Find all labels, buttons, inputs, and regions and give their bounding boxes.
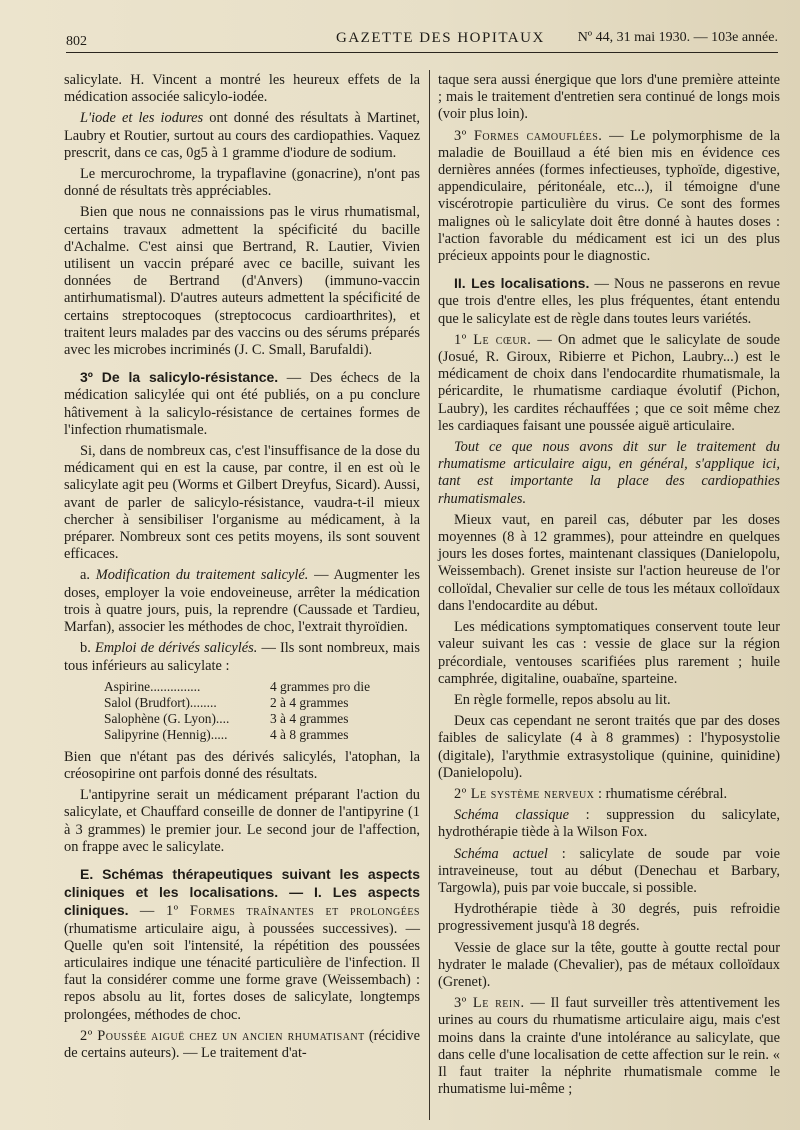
paragraph-text: — Nous ne passerons en revue que trois d'entre elles, les plus fréquentes, étant entendu que le salicylate est de règle dans toutes leurs variétés.: [438, 276, 780, 327]
table-row: [104, 727, 376, 743]
paragraph: Bien que n'étant pas des dérivés salicylés, l'atophan, la créosopirine ont parfois donné des résultats.: [64, 748, 420, 782]
section-heading: II. Les localisations.: [454, 275, 590, 292]
drug-name: Aspirine...............: [104, 678, 201, 694]
paragraph: Mieux vaut, en pareil cas, débuter par les doses moyennes (8 à 12 grammes), pour atteindre en quelques jours les doses fortes, maintenant classiques (Danielopolu, Weissembach). Grenet insiste sur l'action heureuse de l'or colloïdal, Chevalier sur celle de tous les métaux colloïdaux dans l'endocardite au début.: [438, 511, 780, 614]
left-column: [64, 72, 420, 1066]
drug-name: Salophène (G. Lyon)....: [104, 710, 230, 726]
paragraph: [438, 128, 780, 266]
paragraph: [438, 332, 780, 435]
drug-dose: 3 à 4 grammes: [270, 710, 349, 726]
section-heading: 3º De la salicylo-résistance.: [80, 369, 279, 386]
paragraph: [64, 1028, 420, 1062]
dose-table: [104, 679, 376, 743]
paragraph: [64, 567, 420, 636]
section-heading: E. Schémas thérapeutiques suivant les aspects cliniques et les localisations.: [64, 865, 420, 901]
paragraph: Bien que nous ne connaissions pas le virus rhumatismal, certains travaux admettent la spécificité du bacille d'Achalme. C'est ainsi que Bertrand, R. Lautier, Vivien utilisent un vaccin préparé avec ce bacille, suivant les données de Bertrand (d'Anvers) (immuno-vaccin antirhumatismal). D'autres auteurs admettent la spécificité de certains streptocoques (streptococus cardioarthrites), et traitent leurs malades par des vaccins ou des sérums préparés avec les microbes incriminés (J. C. Small, Barufaldi).: [64, 204, 420, 359]
small-caps-term: — 1º Formes traînantes et prolongées: [128, 903, 420, 920]
paragraph: Deux cas cependant ne seront traités que par des doses faibles de salicylate (4 à 8 grammes) : l'hyposystolie (digitale), l'arythmie extrasystolique (quinine, quinidine) (Danielopolu).: [438, 713, 780, 781]
section-paragraph: [64, 369, 420, 439]
paragraph: taque sera aussi énergique que lors d'une première atteinte ; mais le traitement d'entretien sera continué de longs mois (voir plus loin).: [438, 72, 780, 123]
paragraph: [438, 439, 780, 508]
italic-term: Schéma classique: [454, 807, 569, 824]
paragraph-text: — Des échecs de la médication salicylée qui ont été publiés, on a pu conclure hâtivement à la salicylo-résistance de certaines formes de l'infection rhumatismale.: [64, 370, 421, 438]
paragraph: [64, 110, 420, 162]
table-row: [104, 711, 376, 727]
table-row: [104, 695, 376, 711]
drug-dose: 4 grammes pro die: [270, 678, 371, 694]
paragraph-text: : salicylate de soude par voie intraveineuse, tout au début (Denechau et Barbary, Targowla), puis par voie buccale, si possible.: [438, 845, 781, 896]
paragraph: Les médications symptomatiques conservent toute leur valeur suivant les cas : vessie de glace sur la région précordiale, ventouses scarifiées plus rarement ; huile camphrée, digitaline, ouabaïne, sparteine.: [438, 619, 780, 687]
section-paragraph: [64, 866, 420, 1024]
issue-info: Nº 44, 31 mai 1930. — 103e année.: [577, 30, 778, 45]
page-header: [66, 28, 778, 53]
italic-paragraph: Tout ce que nous avons dit sur le traitement du rhumatisme articulaire aigu, en général, s'applique ici, tant est importante la place des cardiopathies rhumatismales.: [438, 439, 780, 507]
paragraph: Le mercurochrome, la trypaflavine (gonacrine), n'ont pas donné de résultats très appréciables.: [64, 166, 420, 200]
paragraph-text: ont donné des résultats à Martinet, Laubry et Routier, surtout au cours des cardiopathies. Vaquez prescrit, dans ce cas, 0g5 à 1 gramme d'iodure de sodium.: [64, 110, 420, 161]
paragraph: En règle formelle, repos absolu au lit.: [454, 691, 671, 708]
paragraph: [438, 786, 780, 803]
section-paragraph: [438, 275, 780, 328]
paragraph: salicylate. H. Vincent a montré les heureux effets de la médication associée salicylo-iodée.: [64, 72, 420, 106]
paragraph: Hydrothérapie tiède à 30 degrés, puis refroidie progressivement jusqu'à 18 degrés.: [438, 901, 780, 935]
drug-dose: 4 à 8 grammes: [270, 726, 349, 742]
journal-title: GAZETTE DES HOPITAUX: [336, 30, 545, 46]
italic-term: Emploi de dérivés salicylés.: [94, 640, 258, 657]
paragraph: Vessie de glace sur la tête, goutte à goutte rectal pour hydrater le malade (Chevalier), pas de métaux colloïdaux (Grenet).: [438, 939, 780, 990]
subsection-heading: — I. Les aspects cliniques.: [64, 884, 420, 919]
drug-name: Salol (Brudfort)........: [104, 694, 217, 710]
paragraph-text: — Ils sont nombreux, mais tous inférieurs au salicylate :: [64, 640, 420, 674]
italic-term: Schéma actuel: [454, 845, 548, 862]
paragraph: [64, 640, 420, 674]
paragraph: [438, 807, 780, 841]
paragraph-text: — Augmenter les doses, employer la voie endoveineuse, arrêter la médication trois à quatre jours, puis, la reprendre (Caussade et Tardieu, Marfan), associer les méthodes de choc, l'extrait thyroïdien.: [64, 567, 420, 636]
paragraph-text: (rhumatisme articulaire aigu, à poussées successives). — Quelle qu'en soit l'intensité, la répétition des poussées articulaires indique une ténacité particulière de l'infection. Il faut la considérer comme une forme grave (Weissembach) : repos absolu au lit, fortes doses de salicylate, longtemps prolongées, méthodes de choc.: [64, 920, 420, 1023]
item-letter: a.: [80, 567, 96, 584]
small-caps-term: 1º Le cœur.: [454, 331, 532, 348]
small-caps-term: 3º Le rein.: [454, 995, 525, 1012]
paragraph-text: : rhumatisme cérébral.: [594, 785, 728, 802]
page-number: 802: [66, 34, 87, 49]
paragraph-text: — Il faut surveiller très attentivement les urines au cours du rhumatisme articulaire aigu, mais c'est moins dans la crainte d'une intolérance au salicylate, que dans celle d'une localisation de cette affection sur le rein. « Il faut traiter la néphrite rhumatismale comme le rhumatisme lui-même ;: [438, 995, 780, 1098]
italic-term: L'iode et les iodures: [80, 110, 204, 127]
paragraph-text: : suppression du salicylate, hydrothérapie tiède à la Wilson Fox.: [438, 807, 780, 841]
small-caps-term: 2º Poussée aiguë chez un ancien rhumatisant: [80, 1027, 365, 1044]
column-divider: [429, 70, 430, 1120]
paragraph: Si, dans de nombreux cas, c'est l'insuffisance de la dose du médicament qui en est la cause, par contre, il en est où le salicylate agit peu (Worms et Gilbert Dreyfus, Sicard). Aussi, avant de parler de salicylo-résistance, vaudra-t-il mieux chercher à sensibiliser l'organisme au médicament, à la préparer. Nombreux sont ces petits moyens, ils sont souvent efficaces.: [64, 443, 420, 563]
paragraph: [438, 995, 780, 1098]
right-column: [438, 72, 780, 1102]
item-letter: b.: [80, 640, 95, 657]
table-row: [104, 679, 376, 695]
drug-dose: 2 à 4 grammes: [270, 694, 349, 710]
paragraph: L'antipyrine serait un médicament préparant l'action du salicylate, et Chauffard conseille de donner de l'antipyrine (1 à 3 grammes) le premier jour. Le second jour de l'affection, on frappe avec le salicylate.: [64, 787, 420, 855]
small-caps-term: 2º Le système nerveux: [454, 785, 595, 802]
drug-name: Salipyrine (Hennig).....: [104, 726, 228, 742]
small-caps-term: 3º Formes camouflées.: [454, 127, 603, 144]
paragraph-text: — Le polymorphisme de la maladie de Bouillaud a été bien mis en évidence ces dernières années (formes infectieuses, typhoïde, digestive, appendiculaire, péritonéale, etc...), il témoigne d'une viscérotropie particulière du virus. Ce sont des formes malignes où le salicylate doit être donné à hautes doses : l'action favorable du médicament est ici un des plus précieux appoints pour le diagnostic.: [438, 127, 780, 265]
paragraph-text: — On admet que le salicylate de soude (Josué, R. Giroux, Ribierre et Pichon, Laubry...) est le médicament de choix dans l'endocardite rhumatismale, la péricardite, le rhumatisme cardiaque évolutif (Pichon, Laubry), les cardites réchauffées ; que ce soit même chez les cardiaques faisant une poussée aiguë articulaire.: [438, 331, 780, 434]
paragraph: [438, 846, 780, 898]
paragraph-text: (récidive de certains auteurs). — Le traitement d'at-: [64, 1027, 420, 1061]
italic-term: Modification du traitement salicylé.: [95, 567, 309, 584]
